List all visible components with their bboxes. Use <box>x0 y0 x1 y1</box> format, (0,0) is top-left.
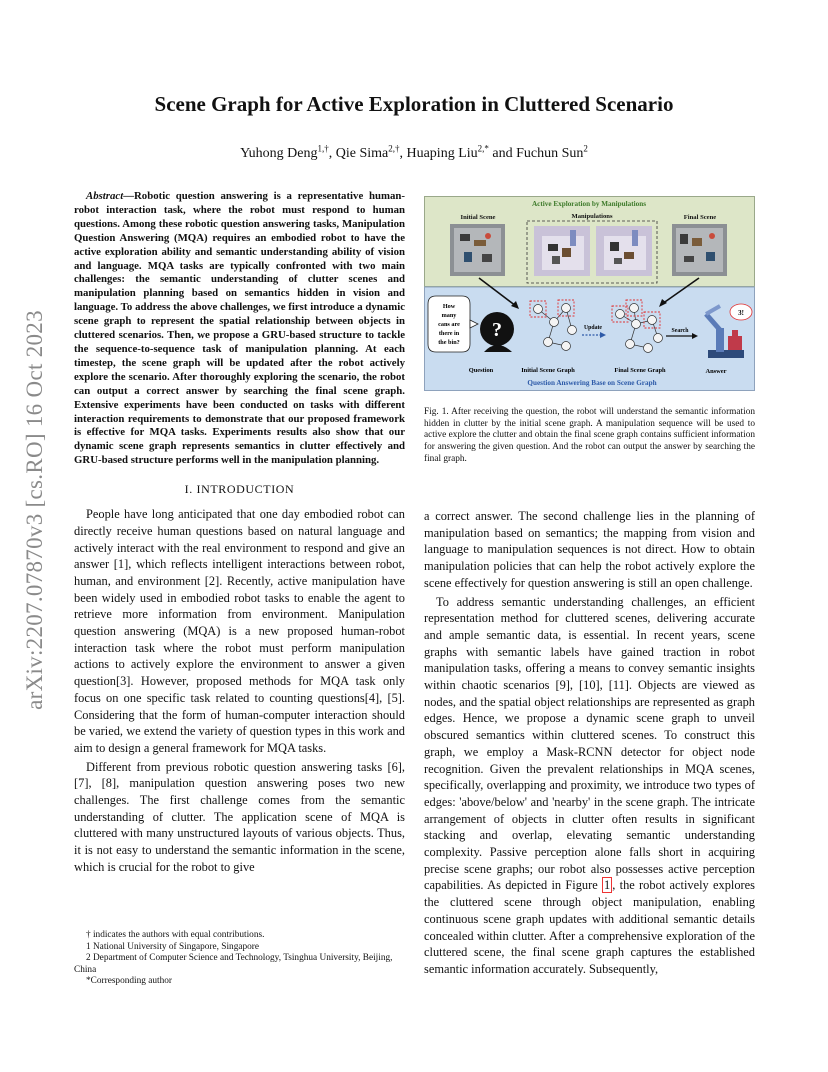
label-initial-scene-graph: Initial Scene Graph <box>521 367 575 374</box>
figure-top-title: Active Exploration by Manipulations <box>531 200 647 208</box>
svg-text:the bin?: the bin? <box>438 339 460 346</box>
svg-text:?: ? <box>492 319 502 341</box>
author-list <box>0 143 828 162</box>
label-search: Search <box>671 328 689 334</box>
footnote: 1 National University of Singapore, Singapore <box>86 941 259 952</box>
footnotes <box>74 930 405 988</box>
paragraph: To address semantic understanding challenges, an efficient representation method for cluttered scenes, delivering accurate and ample semantic data, is essential. In recent years, scene graphs with semantic labels have gained traction in robot manipulation tasks, offering a means to convey semantic insights within chaotic scenarios [9], [10], [11]. Objects are viewed as nodes, and the spatial object relationships are represented as graph edges. Hence, we propose a dynamic scene graph to unveil obscured semantics within cluttered scenes. To construct this graph, we employ a Mask-RCNN detector for object node recognition. Given the prevalent relationships in MQA scenes, specifically, overlapping and proximity, we introduce two types of edges: 'above/below' and 'nearby' in the scene graph. The intricate arrangement of objects in clutter often results in significant stacking and overlap, elevating semantic understanding complexity. Passive perception alone falls short in acquiring precise scene graphs; our robot also possesses active perception capabilities. As depicted in Figure 1 , the robot actively explores the cluttered scene through object manipulation, enabling continuous scene graph updates with additional semantic details concealed within clutter. After a comprehensive exploration of the cluttered scene, the final scene graph captures the established semantic information accurately. Subsequently, <box>424 594 755 976</box>
manipulation-image-1 <box>534 226 590 276</box>
figure-bottom-title: Question Answering Base on Scene Graph <box>527 379 657 387</box>
svg-text:How: How <box>442 303 456 310</box>
label-initial-scene: Initial Scene <box>460 214 496 221</box>
initial-scene-image <box>450 224 505 276</box>
section-heading-introduction: I. INTRODUCTION <box>184 482 295 497</box>
arxiv-identifier: arXiv:2207.07870v3 [cs.RO] 16 Oct 2023 <box>22 310 48 710</box>
svg-text:3!: 3! <box>738 309 744 317</box>
left-column <box>74 190 405 876</box>
right-column <box>424 508 755 978</box>
svg-text:many: many <box>441 312 457 319</box>
abstract-text: Robotic question answering is a representative human-robot interaction task, where the robot must respond to human questions. Among these robotic question answering tasks, Manipulation Question Answering (MQA) requires an embodied robot to have the active exploration ability and semantic understanding ability of vision and language. MQA tasks are typically confronted with two main challenges: the semantic understanding of clutter scenes and manipulation planning based on semantics hidden in vision and language. To address the above challenges, we first introduce a dynamic scene graph to represent the spatial relationship between objects in cluttered scenarios. Then, we propose a GRU-based structure to tackle the sequence-to-sequence task of manipulation planning. At each timestep, the scene graph will be updated after the robot actively explore the scenario. After thoroughly exploring the scenario, the robot can output a correct answer by searching the final scene graph. Extensive experiments have been conducted on tasks with different interaction requirements to demonstrate that our proposed framework is effective for MQA tasks. Experiments results also show that our dynamic scene graph represents semantics in clutter effectively and GRU-based structure performs well in the manipulation planning. <box>74 190 405 467</box>
label-answer: Answer <box>705 368 727 375</box>
answer-bubble <box>730 304 752 320</box>
final-scene-image <box>672 224 727 276</box>
author: Huaping Liu$^{2,*}$ and <box>406 143 517 161</box>
author: Yuhong Deng$^{1,\dagger}$, <box>240 143 336 161</box>
manipulation-image-2 <box>596 226 652 276</box>
label-question: Question <box>468 367 494 374</box>
footnote: † indicates the authors with equal contributions. <box>86 930 265 940</box>
paragraph: a correct answer. The second challenge lies in the planning of manipulation based on semantics; the mapping from vision and language to manipulation sequences is not direct. How to obtain manipulation policies that can help the robot actively explore the scene effectively for question answering is still an open challenge. <box>424 509 755 590</box>
label-update: Update <box>583 325 603 331</box>
figure-1 <box>424 196 755 391</box>
label-final-scene: Final Scene <box>683 214 717 221</box>
label-final-scene-graph: Final Scene Graph <box>614 367 666 374</box>
svg-text:cans are: cans are <box>438 321 460 328</box>
figure-caption: Fig. 1. After receiving the question, the robot will understand the semantic information hidden in clutter by the initial scene graph. A manipulation sequence will be used to active explore the clutter and obtain the final scene graph contains sufficient information for answering the given question. And the robot can output the answer by searching the final graph. <box>424 407 755 464</box>
label-manipulations: Manipulations <box>571 213 613 220</box>
paper-title: Scene Graph for Active Exploration in Cluttered Scenario <box>154 92 674 116</box>
abstract: Abstract—Robotic question answering is a representative human-robot interaction task, where the robot must respond to human questions. Among these robotic question answering tasks, Manipulation Question Answering (MQA) requires an embodied robot to have the active exploration ability and semantic understanding ability of vision and language. MQA tasks are typically confronted with two main challenges: the semantic understanding of clutter scenes and manipulation planning based on semantics hidden in vision and language. To address the above challenges, we first introduce a dynamic scene graph to represent the spatial relationship between objects in cluttered scenarios. Then, we propose a GRU-based structure to tackle the sequence-to-sequence task of manipulation planning. At each timestep, the scene graph will be updated after the robot actively explore the scenario. After thoroughly exploring the scenario, the robot can output a correct answer by searching the final scene graph. Extensive experiments have been conducted on tasks with different interaction requirements to demonstrate that our proposed framework is effective for MQA tasks. Experiments results also show that our dynamic scene graph represents semantics in clutter effectively and GRU-based structure performs well in the manipulation planning. <box>74 190 405 467</box>
author: Qie Sima$^{2,\dagger}$, <box>335 143 407 161</box>
abstract-label: Abstract <box>86 190 124 202</box>
figure-reference-link[interactable]: 1 <box>604 878 611 893</box>
author: Fuchun Sun$^2$ <box>516 143 588 161</box>
paragraph: People have long anticipated that one day embodied robot can directly receive human questions based on natural language and actively interact with the real environment to respond and give an answer [1], which reflects intelligent interactions between robot, human, and environment [2]. Recently, active manipulation have been widely used in embodied robot tasks to enable the agent to retrieve more information from environment. Manipulation question answering (MQA) is a new proposed human-robot interaction task where the robot must perform manipulation actions to actively explore the environment to answer a given question[3]. However, proposed methods for MQA task only focus on one specific task related to counting questions[4], [5]. Considering that the form of human-computer interaction should be varied, we extend the variety of question types in this work and aim to design a general framework for MQA tasks. <box>74 507 405 755</box>
footnote: *Corresponding author <box>86 976 172 987</box>
paragraph: Different from previous robotic question answering tasks [6], [7], [8], manipulation question answering poses two new challenges. The first challenge comes from the semantic understanding of clutter. The application scene of MQA is cluttered with many unstructured layouts of various objects. Thus, it is not easy to understand the semantic information in the scene, which is crucial for the robot to give <box>74 759 405 874</box>
svg-text:there in: there in <box>438 330 460 337</box>
footnote: 2 Department of Computer Science and Technology, Tsinghua University, Beijing, China <box>74 953 393 975</box>
